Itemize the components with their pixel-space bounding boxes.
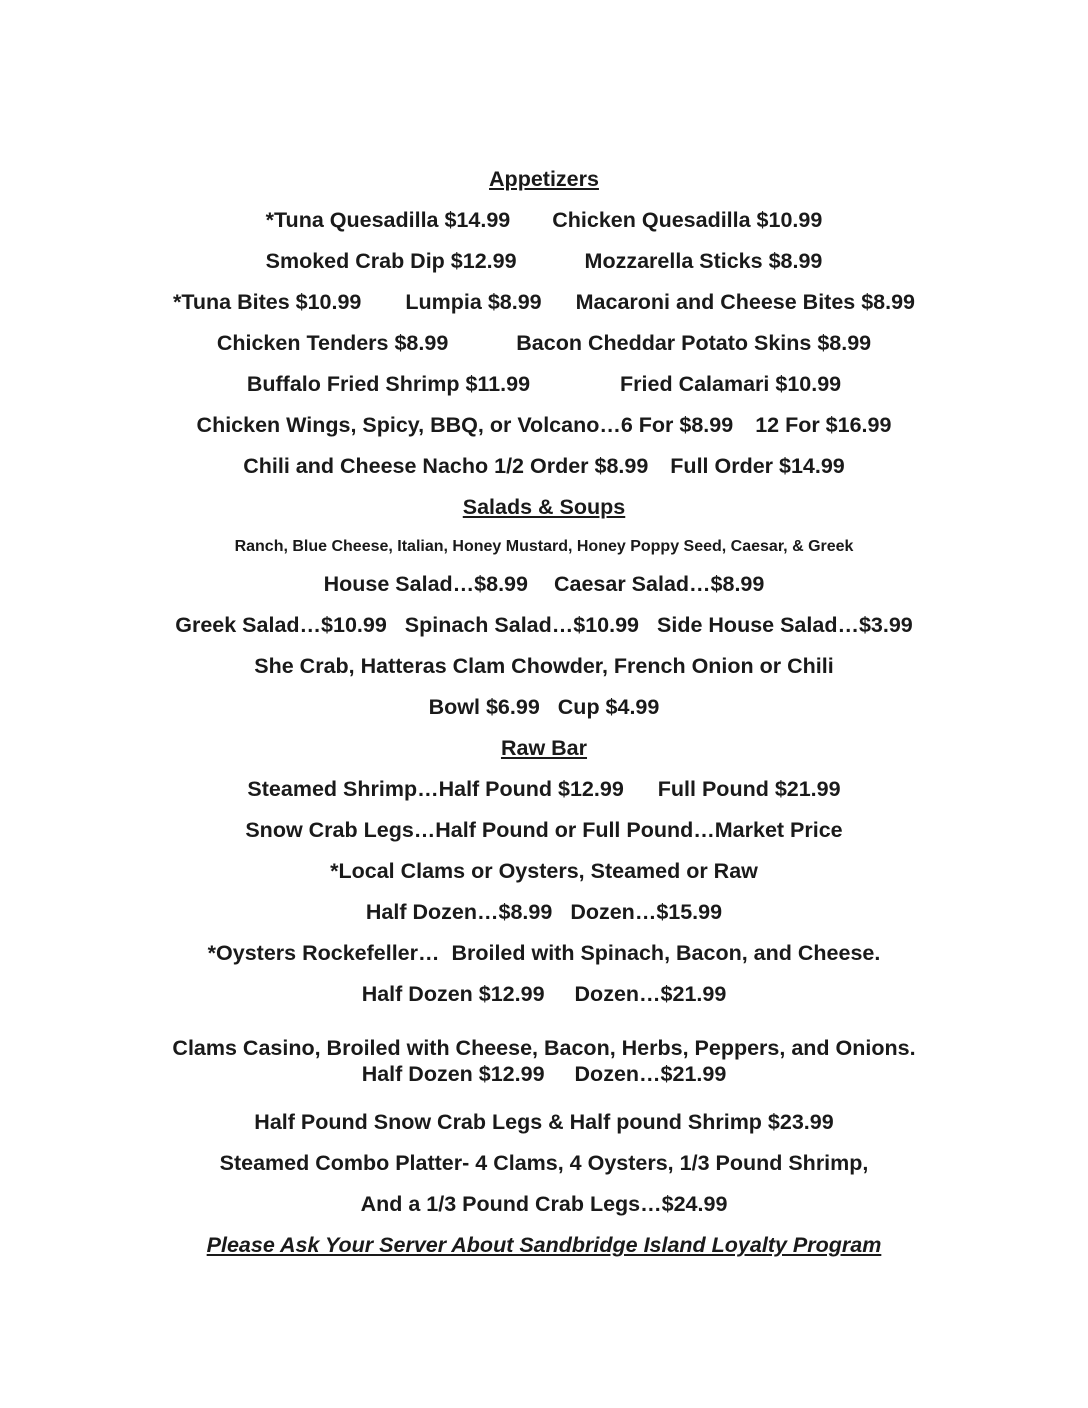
loyalty-promo-text: Please Ask Your Server About Sandbridge Island Loyalty Program (206, 1233, 882, 1257)
menu-item: Half Dozen $12.99 (361, 1062, 545, 1086)
menu-item: Spinach Salad…$10.99 (404, 613, 640, 637)
salads-heading-text: Salads & Soups (462, 495, 626, 519)
menu-item: Dozen…$15.99 (570, 900, 723, 924)
menu-item: Greek Salad…$10.99 (175, 613, 387, 637)
menu-item: Caesar Salad…$8.99 (553, 572, 765, 596)
menu-line (0, 372, 1088, 396)
menu-line (0, 1151, 1088, 1175)
menu-line (0, 900, 1088, 924)
menu-line (0, 818, 1088, 842)
menu-item: *Oysters Rockefeller… Broiled with Spinach, Bacon, and Cheese. (207, 941, 881, 965)
menu-item: Chicken Wings, Spicy, BBQ, or Volcano…6 For $8.99 (196, 413, 734, 437)
menu-line (0, 208, 1088, 232)
menu-item: Macaroni and Cheese Bites $8.99 (575, 290, 916, 314)
menu-line (0, 1110, 1088, 1134)
menu-line (0, 454, 1088, 478)
menu-item: Full Pound $21.99 (657, 777, 841, 801)
menu-item: Half Dozen…$8.99 (365, 900, 553, 924)
menu-line (0, 1036, 1088, 1060)
menu-line (0, 249, 1088, 273)
menu-line (0, 331, 1088, 355)
menu-item: 12 For $16.99 (755, 413, 892, 437)
menu-item: Chicken Tenders $8.99 (216, 331, 449, 355)
menu-item: Dozen…$21.99 (574, 1062, 727, 1086)
loyalty-promo (0, 1233, 1088, 1257)
menu-item: Chili and Cheese Nacho 1/2 Order $8.99 (243, 454, 649, 478)
menu-item: Fried Calamari $10.99 (620, 372, 842, 396)
menu-line (0, 695, 1088, 719)
menu-item: Smoked Crab Dip $12.99 (265, 249, 517, 273)
menu-item: Half Pound Snow Crab Legs & Half pound Shrimp $23.99 (254, 1110, 834, 1134)
menu-item: Chicken Quesadilla $10.99 (552, 208, 823, 232)
menu-line (0, 859, 1088, 883)
menu-item: Bowl $6.99 (428, 695, 540, 719)
menu-item: Clams Casino, Broiled with Cheese, Bacon, Herbs, Peppers, and Onions. (172, 1036, 916, 1060)
menu-line (0, 572, 1088, 596)
menu-item: And a 1/3 Pound Crab Legs…$24.99 (360, 1192, 728, 1216)
menu-item: Lumpia $8.99 (405, 290, 542, 314)
menu-item: She Crab, Hatteras Clam Chowder, French Onion or Chili (254, 654, 834, 678)
dressing-list: Ranch, Blue Cheese, Italian, Honey Mustard, Honey Poppy Seed, Caesar, & Greek (234, 538, 854, 555)
menu-item: Steamed Combo Platter- 4 Clams, 4 Oysters, 1/3 Pound Shrimp, (219, 1151, 869, 1175)
menu-item: Half Dozen $12.99 (361, 982, 545, 1006)
menu-item: Cup $4.99 (557, 695, 660, 719)
menu-item: Bacon Cheddar Potato Skins $8.99 (516, 331, 872, 355)
menu-item: *Tuna Bites $10.99 (172, 290, 362, 314)
menu-line (0, 654, 1088, 678)
menu-line (0, 941, 1088, 965)
appetizers-heading-text: Appetizers (489, 167, 599, 191)
menu-item: Mozzarella Sticks $8.99 (584, 249, 823, 273)
raw-bar-heading-text: Raw Bar (500, 736, 588, 760)
menu-item: *Local Clams or Oysters, Steamed or Raw (330, 859, 758, 883)
menu-line (0, 1062, 1088, 1086)
menu-item: Steamed Shrimp…Half Pound $12.99 (247, 777, 624, 801)
menu-item: Full Order $14.99 (670, 454, 845, 478)
menu-item: Snow Crab Legs…Half Pound or Full Pound…Market Price (245, 818, 843, 842)
menu-item: Side House Salad…$3.99 (657, 613, 913, 637)
raw-bar-heading (0, 736, 1088, 760)
menu-item: House Salad…$8.99 (323, 572, 528, 596)
salads-heading (0, 495, 1088, 519)
menu-line (0, 1192, 1088, 1216)
menu-line (0, 777, 1088, 801)
dressing-options (0, 535, 1088, 559)
menu-line (0, 982, 1088, 1006)
menu-line (0, 413, 1088, 437)
appetizers-heading (0, 167, 1088, 191)
menu-item: *Tuna Quesadilla $14.99 (265, 208, 511, 232)
menu-line (0, 613, 1088, 637)
menu-item: Buffalo Fried Shrimp $11.99 (246, 372, 531, 396)
menu-line (0, 290, 1088, 314)
menu-item: Dozen…$21.99 (574, 982, 727, 1006)
